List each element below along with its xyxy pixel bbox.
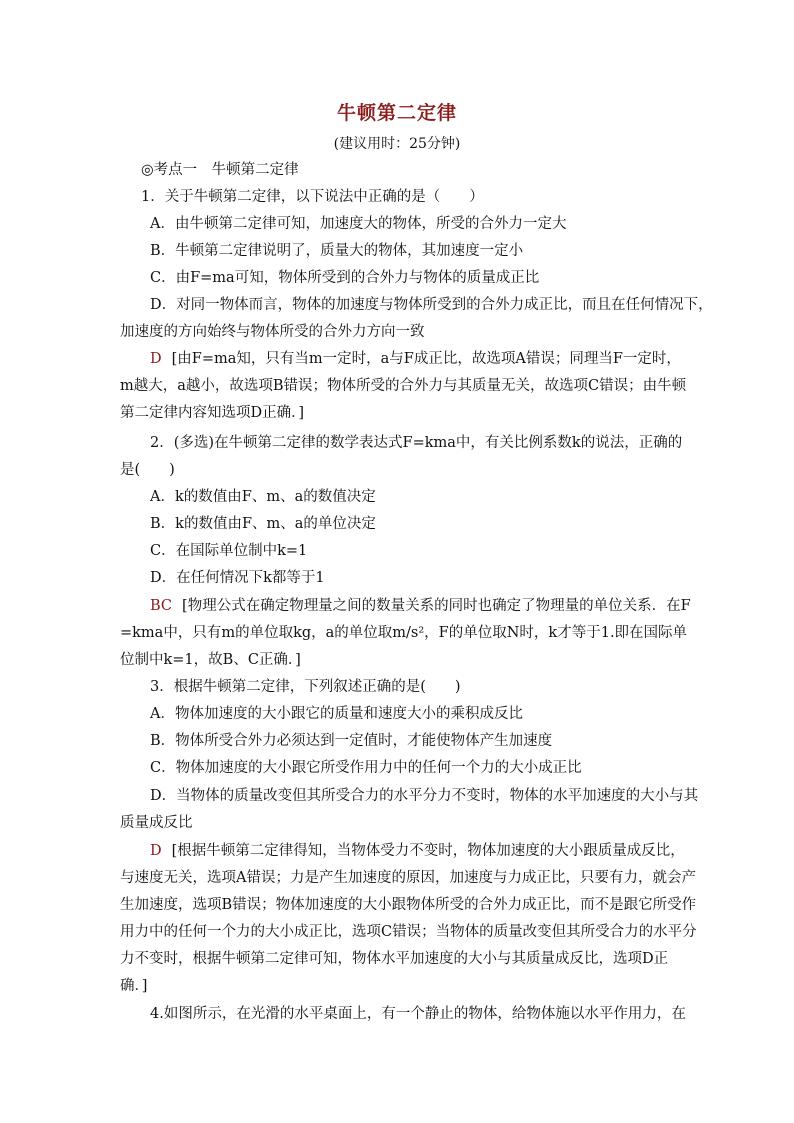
q3-option-d-line2: 质量成反比 — [120, 815, 193, 831]
q3-option-c: C．物体加速度的大小跟它所受作用力中的任何一个力的大小成正比 — [150, 760, 582, 776]
q3-option-d-line1: D．当物体的质量改变但其所受合力的水平分力不变时，物体的水平加速度的大小与其 — [150, 788, 699, 804]
q1-answer: D — [150, 351, 162, 367]
suggested-time: (建议用时：25分钟) — [333, 136, 461, 152]
q1-option-b: B．牛顿第二定律说明了，质量大的物体，其加速度一定小 — [150, 243, 524, 259]
q2-stem-line1: 2．(多选)在牛顿第二定律的数学表达式F=kma中，有关比例系数k的说法，正确的 — [150, 435, 683, 451]
q2-stem-line2: 是( ) — [120, 462, 175, 478]
q1-option-d-line1: D．对同一物体而言，物体的加速度与物体所受到的合外力成正比，而且在任何情况下， — [150, 297, 713, 313]
q3-option-a: A．物体加速度的大小跟它的质量和速度大小的乘积成反比 — [150, 706, 523, 722]
q1-option-d-line2: 加速度的方向始终与物体所受的合外力方向一致 — [120, 324, 425, 340]
q3-explanation-line4: 用力中的任何一个力的大小成正比，选项C错误；当物体的质量改变但其所受合力的水平分 — [120, 924, 697, 940]
q1-option-a: A．由牛顿第二定律可知，加速度大的物体，所受的合外力一定大 — [150, 216, 567, 232]
q2-answer: BC — [150, 598, 173, 614]
page-title: 牛顿第二定律 — [336, 102, 457, 124]
q3-explanation-line3: 生加速度，选项B错误；物体加速度的大小跟物体所受的合外力成正比，而不是跟它所受作 — [120, 897, 697, 913]
q1-explanation-line3: 第二定律内容知选项D正确．] — [120, 405, 305, 421]
q3-explanation-line1: D [根据牛顿第二定律得知，当物体受力不变时，物体加速度的大小跟质量成反比， — [150, 843, 685, 859]
q3-answer: D — [150, 843, 162, 859]
q2-explanation-line2: =kma中，只有m的单位取kg，a的单位取m/s²，F的单位取N时，k才等于1.即在国际单 — [120, 625, 688, 641]
q2-explanation-line3: 位制中k=1，故B、C正确．] — [120, 652, 301, 668]
q4-stem-line1: 4.如图所示，在光滑的水平桌面上，有一个静止的物体，给物体施以水平作用力，在 — [150, 1006, 686, 1022]
q1-explanation-line1: D [由F=ma知，只有当m一定时，a与F成正比，故选项A错误；同理当F一定时， — [150, 351, 681, 367]
q3-explanation-line2: 与速度无关，选项A错误；力是产生加速度的原因，加速度与力成正比，只要有力，就会产 — [120, 870, 696, 886]
q1-explanation-line2: m越大，a越小，故选项B错误；物体所受的合外力与其质量无关，故选项C错误；由牛顿 — [120, 378, 687, 394]
q3-explanation-line6: 确．] — [120, 978, 148, 994]
q2-option-c: C．在国际单位制中k=1 — [150, 543, 308, 559]
q1-option-c: C．由F=ma可知，物体所受到的合外力与物体的质量成正比 — [150, 270, 540, 286]
q2-option-a: A．k的数值由F、m、a的数值决定 — [150, 489, 376, 505]
q2-explanation-line1: BC [物理公式在确定物理量之间的数量关系的同时也确定了物理量的单位关系．在F — [150, 598, 691, 614]
q3-option-b: B．物体所受合外力必须达到一定值时，才能使物体产生加速度 — [150, 733, 553, 749]
q3-stem: 3．根据牛顿第二定律，下列叙述正确的是( ) — [150, 679, 461, 695]
q2-option-d: D．在任何情况下k都等于1 — [150, 570, 325, 586]
section-heading: ◎考点一 牛顿第二定律 — [141, 162, 299, 178]
q2-option-b: B．k的数值由F、m、a的单位决定 — [150, 516, 376, 532]
q1-stem: 1．关于牛顿第二定律，以下说法中正确的是（ ） — [141, 189, 484, 205]
q3-explanation-line5: 力不变时，根据牛顿第二定律可知，物体水平加速度的大小与其质量成反比，选项D正 — [120, 951, 669, 967]
